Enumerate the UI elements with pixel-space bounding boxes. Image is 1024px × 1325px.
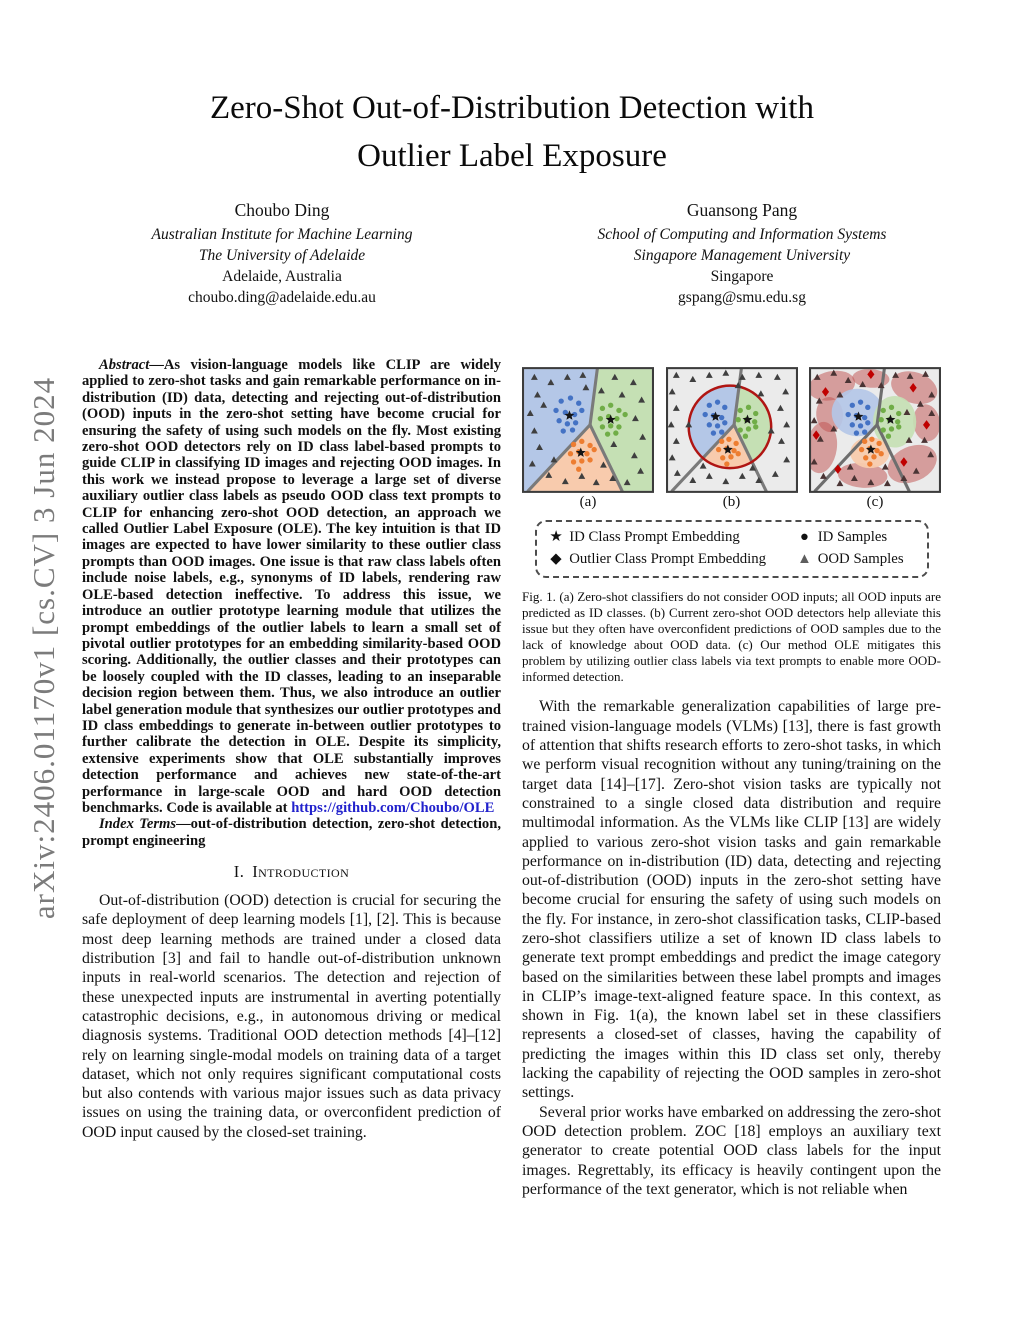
legend-item-id-samples: [795, 528, 919, 547]
legend-label-id-samples: ID Samples: [817, 529, 888, 545]
section-title: Introduction: [252, 862, 350, 882]
index-terms-paragraph: [82, 816, 501, 849]
author-2: [522, 200, 962, 308]
paper-title-line2: Outlier Label Exposure: [357, 138, 667, 174]
legend-item-outlier-prompt: [547, 550, 781, 569]
panel-c-diagram: [809, 367, 941, 493]
legend-item-id-prompt: [547, 528, 781, 547]
right-column-text: [522, 697, 941, 1199]
panel-a-diagram: [522, 367, 654, 493]
abstract-body: —As vision-language models like CLIP are widely applied to zero-shot tasks and gain remarkable performance on in-distribution (ID) data, detecting and rejecting out-of-distribution (OOD) inputs in the zero-shot setting have become crucial for ensuring the safety of using such models on the fly. Most existing zero-shot OOD detectors rely on ID class label-based prompts to guide CLIP in classifying ID images and rejecting OOD images. In this work we instead propose to leverage a large set of diverse auxiliary outlier class labels as pseudo OOD class text prompts to CLIP for enhancing zero-shot OOD detection, an approach we called Outlier Label Exposure (OLE). The key intuition is that ID images are expected to have lower similarity to these outlier class prompts than OOD images. One issue is that raw class labels often include noise labels, e.g., synonyms of ID labels, rendering raw OLE-based detection ineffective. To address this issue, we introduce an outlier prototype learning module that utilizes the prompt embeddings of the outlier labels to learn a small set of pivotal outlier prototypes for an embedding similarity-based OOD scoring. Additionally, the outlier classes and their prototypes can be loosely coupled with the ID classes, leading to an inseparable decision region between them. Thus, we also introduce an outlier label generation module that synthesizes our outlier prototypes and ID class embeddings to generate in-between outlier prototypes to further calibrate the detection in OLE. Despite its simplicity, extensive experiments show that OLE substantially improves detection performance and achieves new state-of-the-art performance in large-scale OOD and hard OOD detection benchmarks. Code is available at: [82, 357, 501, 816]
panel-b-diagram: [666, 367, 798, 493]
author-1-affiliation2: The University of Adelaide: [198, 247, 366, 264]
left-column: [82, 357, 501, 1199]
paper-title-line1: Zero-Shot Out-of-Distribution Detection with: [210, 90, 814, 126]
author-1-email: choubo.ding@adelaide.edu.au: [188, 289, 376, 306]
abstract-lead: Abstract: [99, 357, 150, 373]
figure-legend: [535, 520, 929, 578]
author-2-location: Singapore: [710, 268, 774, 285]
intro-paragraph-1: Out-of-distribution (OOD) detection is crucial for securing the safe deployment of deep learning models [1], [2]. This is because most deep learning methods are trained under a closed data distribution [3] and fail to handle out-of-distribution unknown inputs in real-world scenarios. The detection and rejection of these unexpected inputs are instrumental in averting potentially catastrophic decisions, e.g., in autonomous driving or medical diagnosis systems. Traditional OOD detection methods [4]–[12] rely on learning single-modal models on training data of a target dataset, which not only requires significant computational costs but also contends with various major issues such as data privacy issues on using the training data, or overconfident prediction of OOD input caused by the closed-set training.: [82, 892, 501, 1141]
figure-1: [522, 367, 941, 684]
diamond-icon: ◆: [550, 551, 562, 567]
body-columns: [82, 357, 942, 1199]
author-1-location: Adelaide, Australia: [222, 268, 342, 285]
figure-panel-b: [666, 367, 798, 511]
legend-item-ood-samples: [795, 550, 919, 569]
github-link[interactable]: https://github.com/Choubo/OLE: [291, 799, 495, 816]
author-1: [62, 200, 502, 308]
figure-panel-c: [809, 367, 941, 511]
figure-panels: [522, 367, 941, 511]
paper-title: [60, 84, 964, 180]
figure-panel-a: [522, 367, 654, 511]
right-paragraph-1: With the remarkable generalization capabilities of large pre-trained vision-language models (VLMs) [13], there is fast growth of attention that shifts research efforts to zero-shot tasks, in which we perform visual recognition without any tuning/training on the target data [14]–[17]. Zero-shot vision tasks are typically not constrained to a single closed data distribution and require multimodal information. As the VLMs like CLIP [13] are widely applied to various zero-shot vision tasks and gain remarkable performance on in-distribution (ID) data, detecting and rejecting out-of-distribution (OOD) inputs in the zero-shot setting have become crucial for ensuring the safety of using such models on the fly. For instance, in zero-shot classification tasks, CLIP-based zero-shot classifiers utilize a set of known ID class labels to generate text prompt embeddings and predict the image category based on the similarities between these label prompts and images in CLIP’s image-text-aligned feature space. In this context, as shown in Fig. 1(a), the known label set in these classifiers represents a closed-set of classes, having the capability of predicting the images within this ID class set only, thereby lacking the capability of rejecting the OOD samples in zero-shot settings.: [522, 698, 941, 1102]
panel-a-label: (a): [579, 494, 597, 510]
circle-icon: ●: [800, 529, 809, 545]
author-2-affiliation2: Singapore Management University: [633, 247, 851, 264]
legend-label-ood-samples: OOD Samples: [817, 551, 904, 567]
abstract-paragraph: [82, 357, 501, 816]
figure-caption: Fig. 1. (a) Zero-shot classifiers do not consider OOD inputs; all OOD inputs are predicted as ID classes. (b) Current zero-shot OOD detectors help alleviate this issue but they often have overconfident predictions of OOD samples due to the lack of knowledge about OOD data. (c) Our method OLE mitigates this problem by utilizing outlier class labels via text prompts to enable more OOD-informed detection.: [522, 589, 941, 684]
arxiv-banner: arXiv:2406.01170v1 [cs.CV] 3 Jun 2024: [26, 376, 61, 920]
panel-b-label: (b): [722, 494, 741, 510]
legend-label-id-prompt: ID Class Prompt Embedding: [569, 529, 740, 545]
author-1-affiliation1: Australian Institute for Machine Learning: [151, 226, 413, 243]
author-2-affiliation1: School of Computing and Information Systems: [597, 226, 887, 243]
section-number: I.: [233, 862, 245, 882]
panel-c-label: (c): [866, 494, 884, 510]
author-blocks: [62, 200, 962, 308]
author-2-name: Guansong Pang: [686, 200, 798, 220]
index-terms-body: —out-of-distribution detection, zero-shot detection, prompt engineering: [82, 816, 501, 849]
section-heading-introduction: [82, 862, 501, 882]
legend-label-outlier-prompt: Outlier Class Prompt Embedding: [569, 551, 767, 567]
right-column: [522, 357, 941, 1199]
index-terms-lead: Index Terms: [99, 816, 177, 833]
author-2-email: gspang@smu.edu.sg: [678, 289, 806, 306]
right-paragraph-2: Several prior works have embarked on addressing the zero-shot OOD detection problem. ZOC [18] employs an auxiliary text generator to create potential OOD class labels for the input images. Regrettably, its efficacy is heavily contingent upon the performance of the text generator, which is not reliable when: [522, 1103, 941, 1198]
star-icon: ★: [549, 529, 563, 545]
triangle-icon: ▲: [797, 551, 812, 567]
author-1-name: Choubo Ding: [234, 200, 330, 220]
